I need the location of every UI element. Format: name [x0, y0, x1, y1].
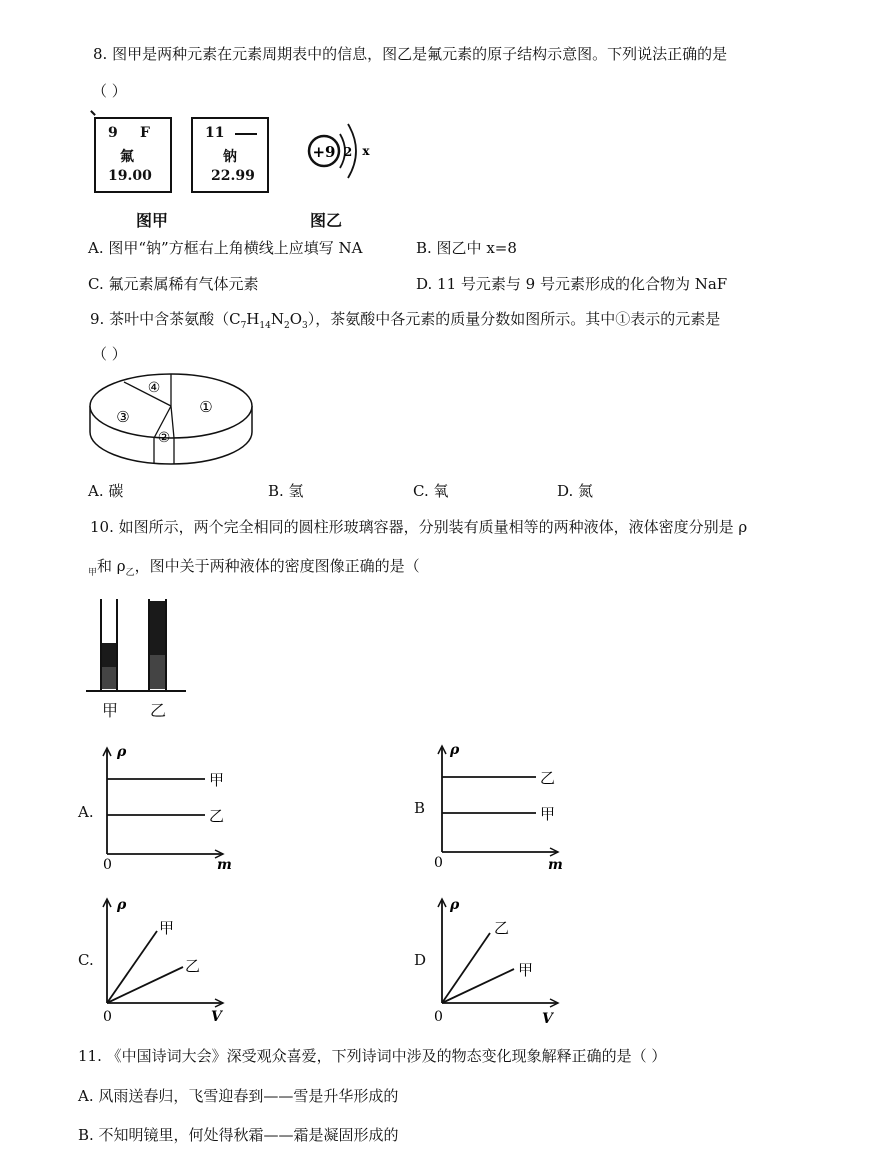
- periodic-box-fluorine: [94, 117, 172, 193]
- top-line-label: 甲: [209, 771, 225, 789]
- liquid-jia-shade: [102, 667, 116, 689]
- q11-option-b: B. 不知明镜里，何处得秋霜——霜是凝固形成的: [78, 1126, 399, 1144]
- q11-stem: 11. 《中国诗词大会》深受观众喜爱，下列诗词中涉及的物态变化现象解释正确的是（ ）: [78, 1047, 667, 1065]
- steep-line-label: 甲: [159, 919, 175, 937]
- container-label-jia: 甲: [102, 701, 119, 720]
- fig-b-label: 图乙: [310, 211, 343, 230]
- q8-stem: 8. 图甲是两种元素在元素周期表中的信息，图乙是氟元素的原子结构示意图。下列说法正确的是: [93, 45, 728, 63]
- graph-a-letter: A.: [78, 803, 94, 821]
- y-label: ρ: [117, 744, 127, 760]
- container-label-yi: 乙: [150, 701, 167, 720]
- q8-answer-paren: （ ）: [92, 82, 127, 100]
- y-label: ρ: [117, 897, 127, 913]
- q9-answer-paren: （ ）: [92, 345, 127, 363]
- x-label: m: [217, 857, 232, 872]
- liquid-yi-shade: [150, 655, 165, 689]
- shallow-line-label: 甲: [518, 961, 534, 979]
- q9-stem: 9. 茶叶中含茶氨酸$(C_7H_{14}N_2O_3)$，茶氨酸中各元素的质量分数如图所示。其中①表示的元素是: [90, 310, 721, 331]
- q9-option-d: D. 氮: [557, 482, 594, 500]
- steep-line-label: 乙: [494, 919, 510, 937]
- q9-option-b: B. 氢: [268, 482, 304, 500]
- graph-d: [430, 893, 580, 1028]
- q8-option-a: A. 图甲“钠”方框右上角横线上应填写 NA: [88, 239, 363, 257]
- x-label: V: [211, 1009, 222, 1025]
- q10-stem-line1: 10. 如图所示，两个完全相同的圆柱形玻璃容器，分别装有质量相等的两种液体，液体密度分别是 ρ: [90, 518, 748, 536]
- q9-option-c: C. 氧: [413, 482, 449, 500]
- fluorine-atom-diagram: [300, 112, 390, 192]
- corner-tick: [90, 110, 96, 116]
- origin-label: 0: [434, 1009, 443, 1025]
- periodic-box-sodium: [191, 117, 269, 193]
- two-containers-figure: [86, 595, 186, 695]
- q8-option-d: D. 11 号元素与 9 号元素形成的化合物为 NaF: [416, 275, 728, 293]
- element-symbol: F: [140, 125, 150, 141]
- y-label: ρ: [450, 897, 460, 913]
- element-name: 钠: [223, 149, 237, 165]
- bottom-line-label: 乙: [209, 807, 225, 825]
- y-label: ρ: [450, 742, 460, 758]
- x-label: V: [542, 1011, 553, 1027]
- pie-label-2: ②: [157, 430, 171, 446]
- atomic-mass: 22.99: [211, 168, 255, 184]
- q11-option-a: A. 风雨送春归，飞雪迎春到——雪是升华形成的: [78, 1087, 399, 1105]
- mass-fraction-pie: [86, 368, 256, 468]
- top-line-label: 乙: [540, 769, 556, 787]
- bottom-line-label: 甲: [540, 805, 556, 823]
- fig-a-label: 图甲: [136, 211, 169, 230]
- pie-label-4: ④: [147, 380, 161, 396]
- origin-label: 0: [434, 855, 443, 870]
- origin-label: 0: [103, 857, 112, 872]
- shell1-electrons: 2: [343, 145, 353, 159]
- graph-c-letter: C.: [78, 951, 94, 969]
- atomic-number: 9: [108, 125, 118, 141]
- symbol-blank-line: [235, 133, 257, 135]
- graph-d-letter: D: [414, 951, 427, 969]
- graph-a: [95, 742, 245, 872]
- shell2-electrons: x: [362, 144, 370, 158]
- q10-stem-line2: $_甲$和 $\rho_乙$，图中关于两种液体的密度图像正确的是（: [88, 557, 420, 578]
- x-label: m: [548, 857, 563, 870]
- element-name: 氟: [120, 149, 134, 165]
- graph-b: [430, 740, 580, 870]
- graph-b-letter: B: [414, 799, 426, 817]
- graph-c: [95, 893, 245, 1028]
- shallow-line-label: 乙: [185, 957, 201, 975]
- origin-label: 0: [103, 1009, 112, 1025]
- q8-option-b: B. 图乙中 x=8: [416, 239, 517, 257]
- atomic-mass: 19.00: [108, 168, 152, 184]
- pie-label-1: ①: [199, 398, 213, 416]
- q9-option-a: A. 碳: [88, 482, 124, 500]
- nucleus-charge: +9: [312, 143, 336, 161]
- q8-option-c: C. 氟元素属稀有气体元素: [88, 275, 259, 293]
- line-shallow: [107, 967, 183, 1003]
- line-steep: [107, 931, 157, 1003]
- atomic-number: 11: [205, 125, 225, 141]
- pie-label-3: ③: [116, 408, 130, 426]
